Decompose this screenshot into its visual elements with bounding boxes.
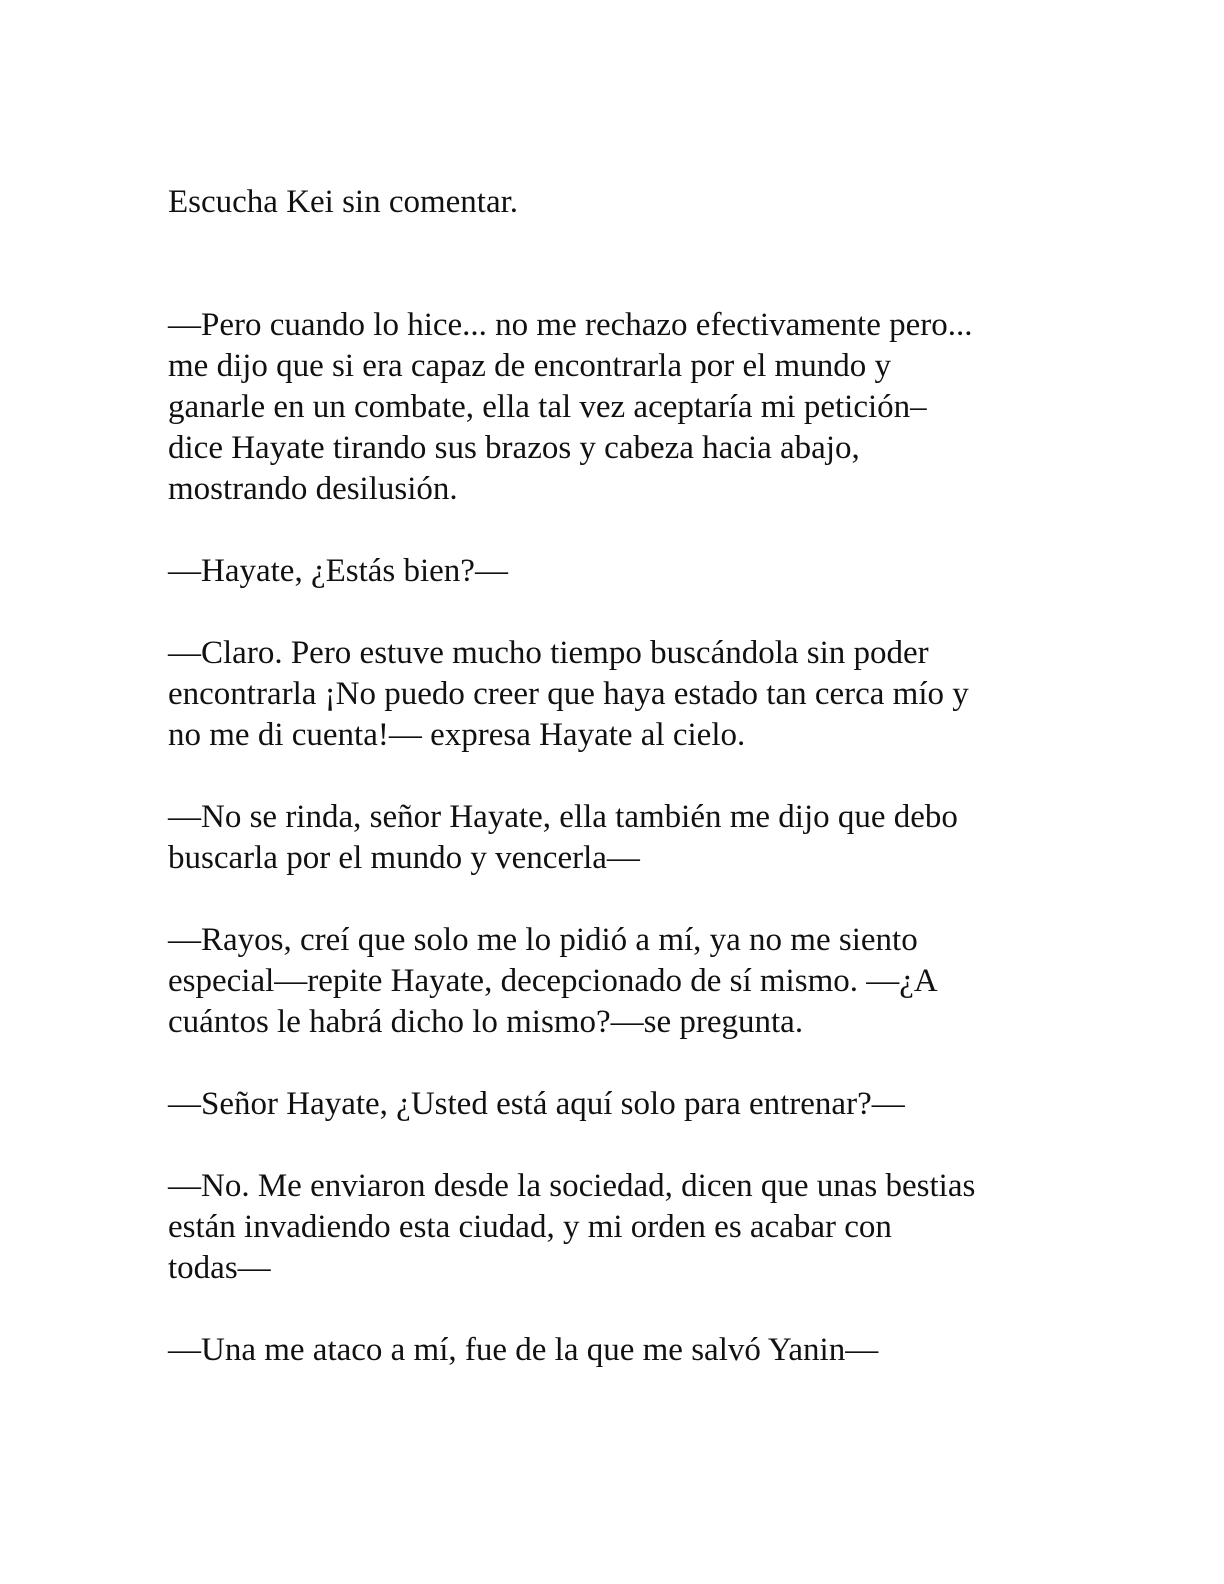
paragraph-dialogue (168, 633, 1068, 756)
paragraph-dialogue (168, 920, 1068, 1043)
text-line: me dijo que si era capaz de encontrarla por el mundo y (168, 348, 891, 384)
text-line: —No se rinda, señor Hayate, ella también me dijo que debo (168, 799, 958, 835)
text-line: —Pero cuando lo hice... no me rechazo efectivamente pero... (168, 307, 973, 343)
text-line: no me di cuenta!— expresa Hayate al cielo. (168, 717, 746, 753)
text-line: —Hayate, ¿Estás bien?— (168, 553, 508, 589)
text-line: cuántos le habrá dicho lo mismo?—se pregunta. (168, 1004, 804, 1040)
text-line: —Señor Hayate, ¿Usted está aquí solo para entrenar?— (168, 1086, 905, 1122)
text-line: Escucha Kei sin comentar. (168, 184, 519, 220)
paragraph-dialogue (168, 1330, 1068, 1371)
text-line: todas— (168, 1250, 271, 1286)
text-line: —Rayos, creí que solo me lo pidió a mí, ya no me siento (168, 922, 918, 958)
text-line: —No. Me enviaron desde la sociedad, dicen que unas bestias (168, 1168, 976, 1204)
text-line: encontrarla ¡No puedo creer que haya estado tan cerca mío y (168, 676, 969, 712)
text-line: están invadiendo esta ciudad, y mi orden es acabar con (168, 1209, 892, 1245)
paragraph-dialogue (168, 1166, 1068, 1289)
text-line: mostrando desilusión. (168, 471, 458, 507)
paragraph-dialogue (168, 1084, 1068, 1125)
text-line: buscarla por el mundo y vencerla— (168, 840, 640, 876)
text-line: ganarle en un combate, ella tal vez aceptaría mi petición– (168, 389, 927, 425)
paragraph-dialogue (168, 797, 1068, 879)
paragraph-narration (168, 182, 1068, 223)
paragraph-dialogue (168, 305, 1068, 510)
text-line: dice Hayate tirando sus brazos y cabeza hacia abajo, (168, 430, 860, 466)
text-line: —Claro. Pero estuve mucho tiempo buscándola sin poder (168, 635, 929, 671)
text-line: especial—repite Hayate, decepcionado de sí mismo. —¿A (168, 963, 938, 999)
text-line: —Una me ataco a mí, fue de la que me salvó Yanin— (168, 1332, 879, 1368)
paragraph-dialogue (168, 551, 1068, 592)
